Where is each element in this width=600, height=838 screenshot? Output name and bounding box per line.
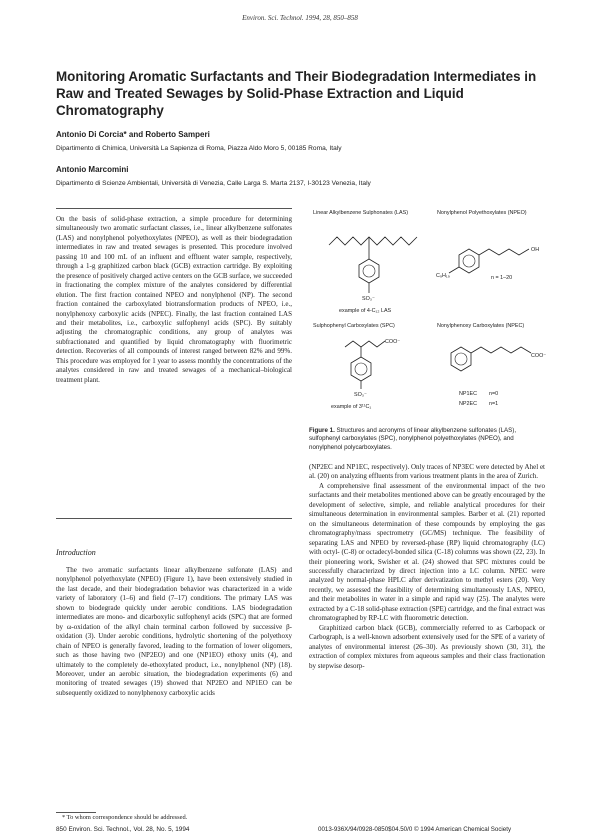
npec-aromatic-circle: [455, 353, 467, 365]
spc-aromatic-circle: [355, 363, 367, 375]
paper-title: Monitoring Aromatic Surfactants and Their Biodegradation Intermediates in Raw and Treated Sewages by Solid-Phase Extraction and Liquid Chromatography: [56, 69, 537, 118]
las-alkyl-chain: [329, 237, 417, 245]
figure-1-caption: [309, 427, 545, 452]
section-heading-introduction: Introduction: [56, 548, 96, 557]
npec-chain: [471, 347, 531, 353]
fig-label-las: Linear Alkylbenzene Sulphonates (LAS): [313, 210, 408, 216]
abstract-text: On the basis of solid-phase extraction, a simple procedure for determining simultaneously two aromatic surfactant classes, i.e., linear alkylbenzene sulfonates (LAS) and nonylphenol polyethoxylates (NPEO), as well as their biodegradation intermediates in raw and treated sewages is presented. This procedure involved passing 10 and 100 mL of an influent and effluent water sample, respectively, through a 1-g graphitized carbon black (GCB) extraction cartridge. By exploiting the presence of positively charged active centers on the GCB surface, we succeeded in fractionating the complex mixture of the analytes considered by differential elution. The first fraction contained NPEO and nonylphenol (NP). The second fraction contained the carboxylated biotransformation products of NPEO, i.e., nonylphenoxy carboxylic acids (NPEC). Finally, the last fraction contained LAS and their metabolites, i.e., carboxylic sulfophenyl acids (SPC). By suitably adjusting the chromatographic conditions, any group of analytes was subfractionated and quantified by liquid chromatography with fluorimetric detection. Recoveries of all compounds of interest ranged between 82% and 99%. This procedure was employed for 1 year to assess monthly the concentrations of the analytes considered in raw and treated sewages of a mechanical–biological treatment plant.: [56, 215, 292, 384]
fig-label-npec: Nonylphenoxy Carboxylates (NPEC): [437, 323, 525, 329]
affiliation-secondary: Dipartimento di Scienze Ambientali, Università di Venezia, Calle Larga S. Marta 2137, I-30123 Venezia, Italy: [56, 180, 371, 187]
fig-example-spc: example of 3¹¹C₁: [331, 404, 372, 410]
npec-coo-label: COO⁻: [531, 353, 547, 359]
npeo-nonyl-bond: [449, 267, 459, 273]
right-paragraph-1: (NP2EC and NP1EC, respectively). Only traces of NP3EC were detected by Ahel et al. (20) on analyzing effluents from various treatment plants in the area of Zurich.: [309, 463, 545, 481]
fig-np1ec-n: n=0: [489, 391, 499, 397]
page-footer-copyright: 0013-936X/94/0928-0850$04.50/0 © 1994 American Chemical Society: [318, 826, 512, 833]
caption-text: Structures and acronyms of linear alkylbenzene sulfonates (LAS), sulfophenyl carboxylates (SPC), nonylphenol polyethoxylates (NPEO), and nonylphenol polycarboxylates.: [309, 427, 517, 451]
footnote-rule: [56, 812, 96, 813]
fig-label-spc: Sulphophenyl Carboxylates (SPC): [313, 323, 395, 329]
authors-secondary: Antonio Marcomini: [56, 165, 129, 174]
abstract-bottom-rule: [56, 518, 292, 519]
npeo-nonyl-label: C₉H₁₉: [436, 273, 450, 279]
abstract: [56, 215, 292, 385]
fig-np2ec-n: n=1: [489, 401, 499, 407]
las-so3-label: SO₃⁻: [362, 296, 375, 302]
fig-np2ec: NP2EC: [459, 401, 477, 407]
right-column-body: [309, 463, 545, 671]
correspondence-footnote: * To whom correspondence should be addressed.: [62, 814, 188, 821]
spc-chain: [345, 341, 385, 347]
npeo-benzene-ring: [459, 249, 479, 273]
introduction-body: [56, 566, 292, 698]
fig-label-npeo: Nonylphenol Polyethoxylates (NPEO): [437, 210, 527, 216]
right-paragraph-3: Graphitized carbon black (GCB), commercially referred to as Carbopack or Carbograph, is a well-known adsorbent extensively used for the SPE of a variety of analytes of environmental interest (26–30). As previously shown (30, 31), the extraction of complex mixtures from aqueous samples and their class fractionation by stepwise desorp-: [309, 623, 545, 670]
fig-np1ec: NP1EC: [459, 391, 477, 397]
spc-cooh-label: COO⁻: [385, 339, 401, 345]
spc-benzene-ring: [351, 357, 371, 381]
npeo-aromatic-circle: [463, 255, 475, 267]
right-paragraph-2: A comprehensive final assessment of the environmental impact of the two surfactants and their metabolites mentioned above can be greatly encouraged by the development of selective, simple, and reliable analytical procedures for their simultaneous determination in environmental samples. Barber et al. (21) reported on the simultaneous determination of these compounds by employing the gas chromatography/mass spectrometry (GC/MS) technique. The feasibility of separating LAS and NPEO by reversed-phase (RP) liquid chromatography (LC) with octyl- (C-8) or octadecyl-bonded silica (C-18) columns was shown (22, 23). In their pioneering work, Swisher et al. (24) showed that SPC mixtures could be successfully characterized by direct injection into a LC column. NPEC were analyzed by normal-phase HPLC after derivatization to methyl esters (20). Very recently, we assessed the feasibility of determining simultaneously LAS, NPEO, and their metabolites in water in a simple and rapid way (25). The analytes were extracted by a C-18 solid-phase extraction (SPE) cartridge, and the final extract was chromatographed by RP-LC with fluorometric detection.: [309, 481, 545, 623]
abstract-top-rule: [56, 208, 292, 209]
intro-paragraph: The two aromatic surfactants linear alkylbenzene sulfonate (LAS) and nonylphenol polyethoxylate (NPEO) (Figure 1), have been extensively studied in the last decade, and their biodegradation behavior was characterized in a wide variety of laboratory (1–6) and field (7–17) conditions. The primary LAS was shown to biodegrade quickly under aerobic conditions. LAS biodegradation intermediates are mono- and dicarboxylic sulfophenyl acids (SPC) that are formed by ω-oxidation of the alkyl chain terminal carbon followed by successive β-oxidation (3). Under aerobic conditions, hydrolytic shortening of the polyethoxy chain of NPEO is generally favored, leading to the formation of lower oligomers, such as those having two (NP2EO) and one (NP1EO) ethoxy units (4), and ultimately to the completely de-ethoxylated product, i.e., nonylphenol (NP) (18). Moreover, under an aerobic situation, the biodegradation experiments (6) and monitoring of treated sewages (19) showed that NP2EO and NP1EO can be subsequently oxidized to nonylphenoxy carboxylic acids: [56, 566, 292, 697]
npec-benzene-ring: [451, 347, 471, 371]
page-footer-citation: 850 Environ. Sci. Technol., Vol. 28, No. 5, 1994: [56, 826, 190, 833]
figure-1-structures: [309, 207, 549, 432]
authors-primary: Antonio Di Corcia* and Roberto Samperi: [56, 130, 210, 139]
npeo-oh-label: OH: [531, 247, 540, 253]
spc-so3-label: SO₃⁻: [354, 392, 367, 398]
affiliation-primary: Dipartimento di Chimica, Università La Sapienza di Roma, Piazza Aldo Moro 5, 00185 Roma, Italy: [56, 145, 342, 152]
fig-n-range: n = 1–20: [491, 275, 513, 281]
journal-citation: Environ. Sci. Technol. 1994, 28, 850–858: [242, 14, 358, 22]
npeo-ethoxy-chain: [479, 249, 529, 255]
las-aromatic-circle: [363, 265, 375, 277]
fig-example-las: example of 4-C₁₂ LAS: [339, 308, 392, 314]
las-benzene-ring: [359, 259, 379, 283]
caption-label: Figure 1.: [309, 427, 335, 434]
